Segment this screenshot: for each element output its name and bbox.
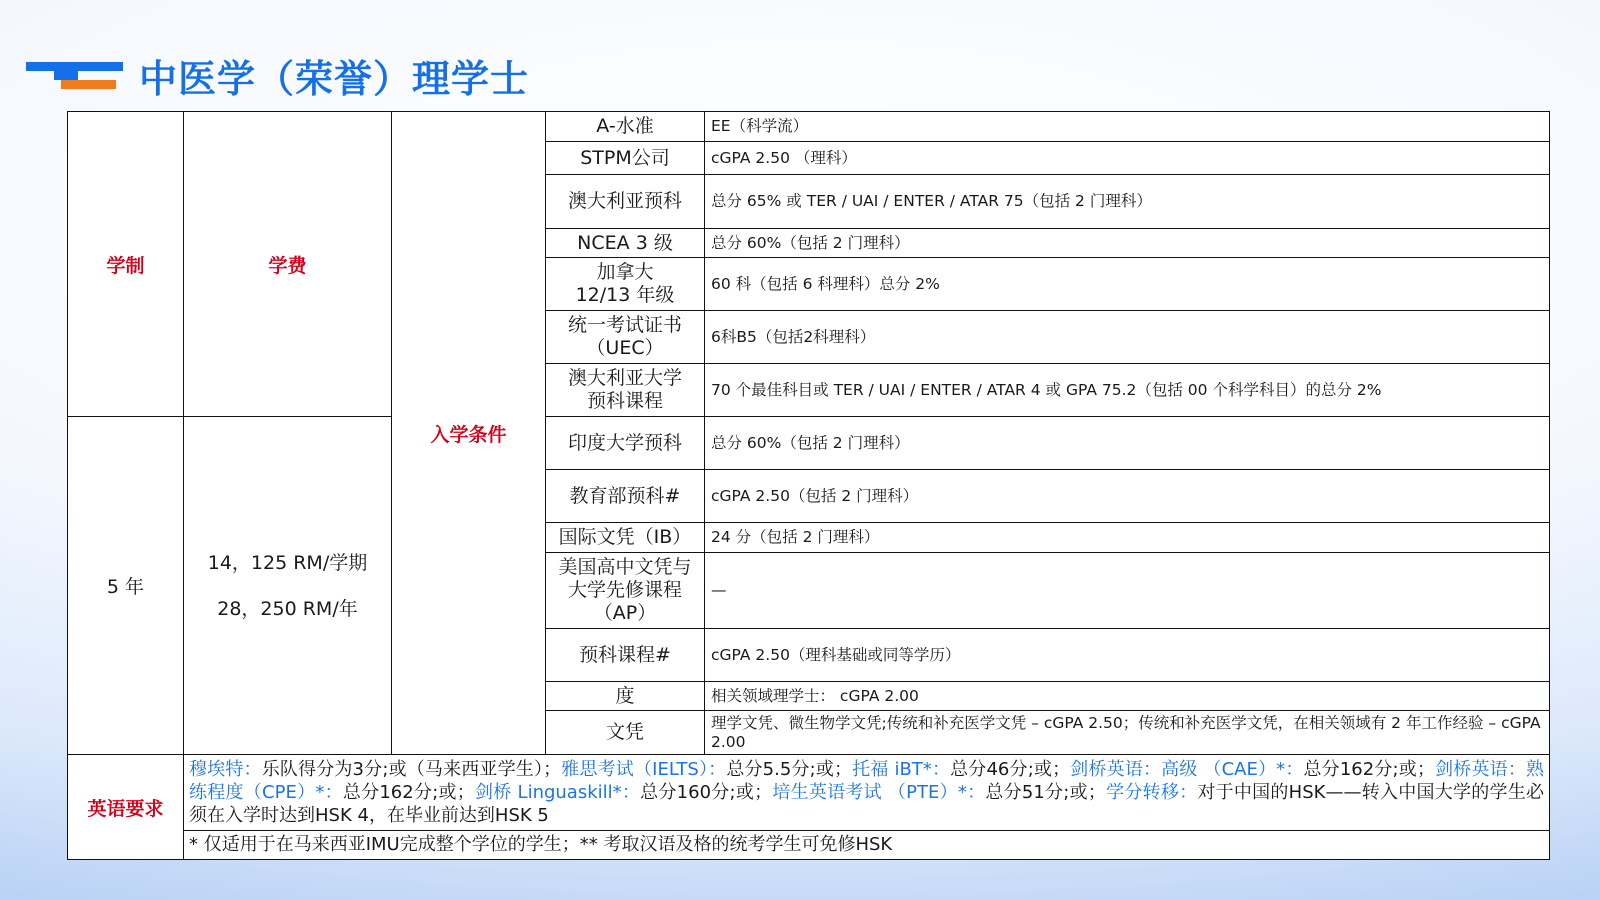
- english-test-score: 总分162分;或；: [1303, 759, 1435, 780]
- english-test-name: 学分转移：: [1105, 782, 1198, 803]
- footnote: * 仅适用于在马来西亚IMU完成整个学位的学生；** 考取汉语及格的统考学生可免修HSK: [184, 831, 1550, 860]
- fee-line: 14，125 RM/学期: [207, 551, 368, 574]
- english-test-name: 培生英语考试 （PTE）*：: [772, 782, 986, 803]
- requirement-value: cGPA 2.50（理科基础或同等学历）: [705, 629, 1550, 682]
- requirement-label: 预科课程#: [546, 629, 705, 682]
- english-test-name: 雅思考试（IELTS）：: [561, 759, 727, 780]
- requirement-value: 理学文凭、微生物学文凭;传统和补充医学文凭 – cGPA 2.50；传统和补充医学文凭，在相关领域有 2 年工作经验 – cGPA 2.00: [705, 711, 1550, 755]
- english-test-score: 对于中国的HSK——转入中国大学的学生必须在入学时达到HSK 4，在毕业前达到HSK 5: [189, 782, 1544, 826]
- requirement-value: 总分 60%（包括 2 门理科）: [705, 417, 1550, 470]
- english-test-name: 托福 iBT*：: [852, 759, 951, 780]
- fee-value: [184, 417, 392, 755]
- requirement-label: 加拿大 12/13 年级: [546, 258, 705, 311]
- requirement-label: 文凭: [546, 711, 705, 755]
- duration-header: 学制: [68, 112, 184, 417]
- english-test-name: 穆埃特：: [189, 759, 262, 780]
- requirement-value: 6科B5（包括2科理科）: [705, 311, 1550, 364]
- requirement-value: 总分 65% 或 TER / UAI / ENTER / ATAR 75（包括 2 门理科）: [705, 175, 1550, 229]
- requirement-row: [68, 417, 1550, 470]
- brand-logo-icon: [26, 56, 126, 96]
- requirement-label: 澳大利亚大学 预科课程: [546, 364, 705, 417]
- english-test-name: 剑桥英语：高级 （CAE）*：: [1070, 759, 1304, 780]
- requirement-value: cGPA 2.50（包括 2 门理科）: [705, 470, 1550, 523]
- requirement-label: 美国高中文凭与 大学先修课程 （AP）: [546, 553, 705, 629]
- fee-header: 学费: [184, 112, 392, 417]
- requirement-value: 相关领域理学士： cGPA 2.00: [705, 682, 1550, 711]
- english-test-score: 乐队得分为3分;或（马来西亚学生）；: [261, 759, 562, 780]
- requirement-value: cGPA 2.50 （理科）: [705, 142, 1550, 175]
- footnote-row: [68, 831, 1550, 860]
- english-test-name: 剑桥英语：熟练程度（CPE）*：: [189, 759, 1544, 803]
- requirement-label: 度: [546, 682, 705, 711]
- requirement-value: —: [705, 553, 1550, 629]
- requirement-label: 澳大利亚预科: [546, 175, 705, 229]
- admission-header: 入学条件: [392, 112, 546, 755]
- english-test-score: 总分51分;或；: [985, 782, 1106, 803]
- page-title: 中医学（荣誉）理学士: [139, 57, 530, 101]
- english-test-score: 总分160分;或；: [640, 782, 773, 803]
- requirement-row: [68, 112, 1550, 142]
- program-table: [67, 111, 1550, 860]
- english-header: 英语要求: [68, 755, 184, 860]
- requirement-label: A-水准: [546, 112, 705, 142]
- requirement-value: 24 分（包括 2 门理科）: [705, 523, 1550, 553]
- requirement-value: 70 个最佳科目或 TER / UAI / ENTER / ATAR 4 或 GPA 75.2（包括 00 个科学科目）的总分 2%: [705, 364, 1550, 417]
- requirement-value: EE（科学流）: [705, 112, 1550, 142]
- english-row: [68, 755, 1550, 831]
- requirement-label: 印度大学预科: [546, 417, 705, 470]
- english-test-score: 总分162分;或；: [342, 782, 475, 803]
- requirement-label: STPM公司: [546, 142, 705, 175]
- english-test-name: 剑桥 Linguaskill*：: [474, 782, 641, 803]
- english-test-score: 总分46分;或；: [950, 759, 1071, 780]
- requirement-label: 国际文凭（IB）: [546, 523, 705, 553]
- requirement-label: 统一考试证书 （UEC）: [546, 311, 705, 364]
- requirement-label: 教育部预科#: [546, 470, 705, 523]
- requirement-label: NCEA 3 级: [546, 229, 705, 258]
- english-requirements: [184, 755, 1550, 831]
- fee-line: 28，250 RM/年: [217, 597, 358, 620]
- english-test-score: 总分5.5分;或；: [726, 759, 853, 780]
- requirement-value: 60 科（包括 6 科理科）总分 2%: [705, 258, 1550, 311]
- duration-value: 5 年: [68, 417, 184, 755]
- requirement-value: 总分 60%（包括 2 门理科）: [705, 229, 1550, 258]
